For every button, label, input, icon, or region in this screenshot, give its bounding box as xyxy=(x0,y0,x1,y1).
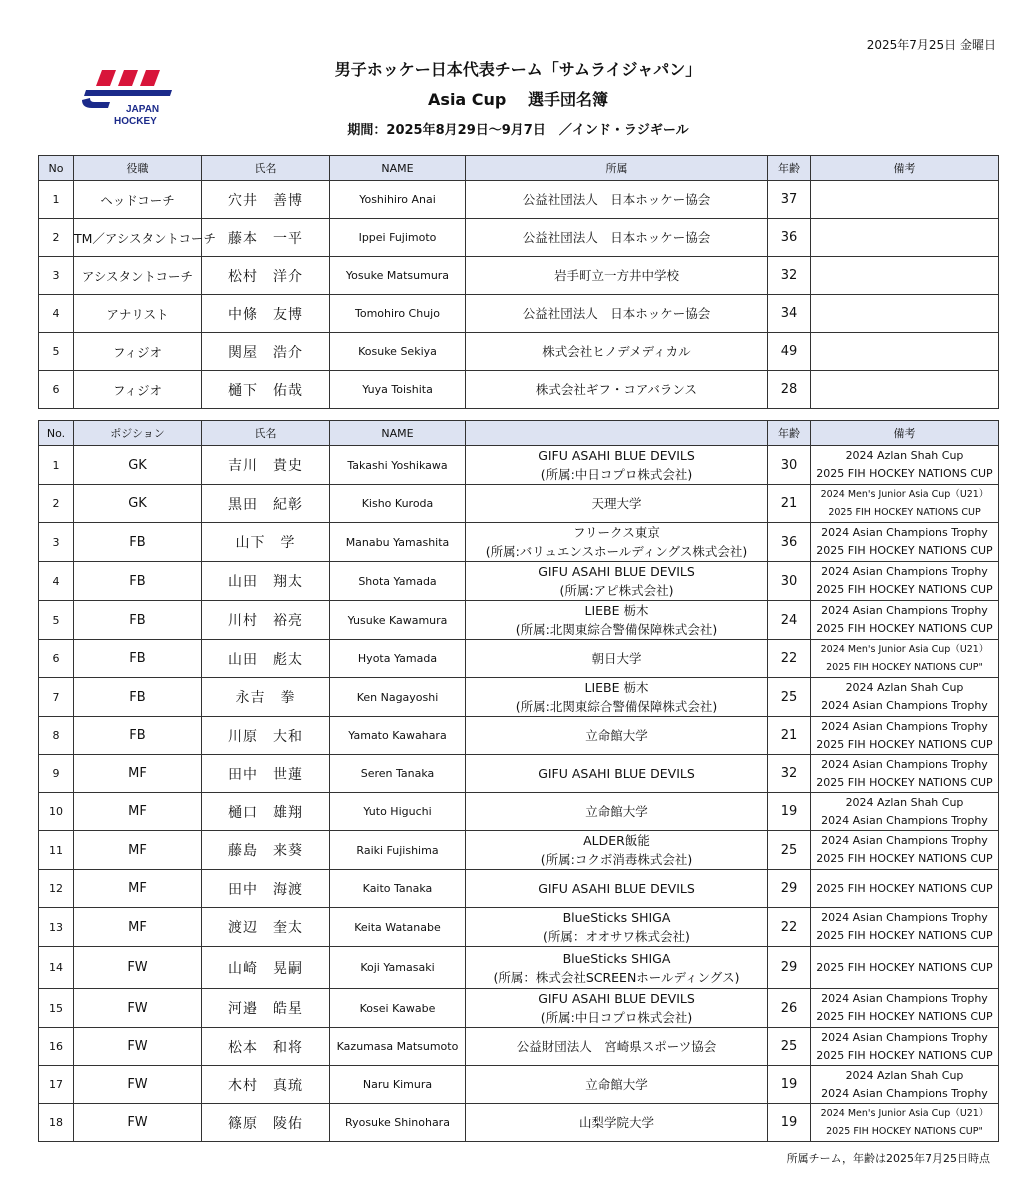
cell-line: 2025 FIH HOCKEY NATIONS CUP xyxy=(816,544,993,557)
english-name-cell: Shota Yamada xyxy=(330,562,466,601)
position-cell: FB xyxy=(74,678,202,717)
english-name-cell: Yuto Higuchi xyxy=(330,793,466,831)
row-number: 8 xyxy=(39,717,74,755)
cell-line: 2024 Azlan Shah Cup xyxy=(845,1068,964,1082)
remarks-cell xyxy=(811,181,999,219)
age-cell: 30 xyxy=(768,446,811,485)
page-subtitle: Asia Cup 選手団名簿 xyxy=(428,90,608,109)
cell-line: 2025 FIH HOCKEY NATIONS CUP xyxy=(816,1010,993,1023)
remarks-cell xyxy=(811,640,999,678)
position-cell: FW xyxy=(74,989,202,1028)
table-row xyxy=(39,446,999,485)
english-name-cell: Manabu Yamashita xyxy=(330,523,466,562)
remarks-cell xyxy=(811,446,999,485)
name-cell: 中條 友博 xyxy=(202,295,330,333)
cell-line: 立命館大学 xyxy=(585,1077,648,1092)
row-number: 11 xyxy=(39,831,74,870)
name-cell: 樋口 雄翔 xyxy=(202,793,330,831)
cell-line: 2025 FIH HOCKEY NATIONS CUP xyxy=(816,737,993,751)
row-number: 10 xyxy=(39,793,74,831)
remarks-cell xyxy=(811,793,999,831)
english-name-cell: Yamato Kawahara xyxy=(330,717,466,755)
column-header: NAME xyxy=(330,421,466,446)
remarks-cell xyxy=(811,257,999,295)
cell-line: 2024 Asian Champions Trophy xyxy=(821,757,988,771)
affiliation-cell xyxy=(466,1104,768,1142)
english-name-cell: Yoshihiro Anai xyxy=(330,181,466,219)
affiliation-cell: 株式会社ヒノデメディカル xyxy=(466,333,768,371)
table-row xyxy=(39,755,999,793)
affiliation-cell xyxy=(466,1066,768,1104)
row-number: 1 xyxy=(39,446,74,485)
cell-line: 立命館大学 xyxy=(585,804,648,819)
row-number: 7 xyxy=(39,678,74,717)
cell-line: (所属:バリュエンスホールディングス株式会社) xyxy=(485,544,748,559)
column-header xyxy=(466,421,768,446)
english-name-cell: Keita Watanabe xyxy=(330,908,466,947)
name-cell: 吉川 貴史 xyxy=(202,446,330,485)
age-cell: 21 xyxy=(768,717,811,755)
row-number: 6 xyxy=(39,371,74,409)
row-number: 5 xyxy=(39,601,74,640)
cell-line: BlueSticks SHIGA xyxy=(562,950,671,966)
cell-line: 2025 FIH HOCKEY NATIONS CUP xyxy=(816,852,993,865)
cell-line: 2024 Men's Junior Asia Cup（U21） xyxy=(820,1107,989,1119)
table-row xyxy=(39,947,999,989)
affiliation-cell xyxy=(466,870,768,908)
age-cell: 32 xyxy=(768,257,811,295)
row-number: 5 xyxy=(39,333,74,371)
age-cell: 36 xyxy=(768,219,811,257)
cell-line: 2025 FIH HOCKEY NATIONS CUP xyxy=(816,622,993,635)
english-name-cell: Yosuke Matsumura xyxy=(330,257,466,295)
remarks-cell xyxy=(811,295,999,333)
name-cell: 山崎 晃嗣 xyxy=(202,947,330,989)
age-cell: 22 xyxy=(768,908,811,947)
affiliation-cell xyxy=(466,717,768,755)
remarks-cell xyxy=(811,831,999,870)
english-name-cell: Ryosuke Shinohara xyxy=(330,1104,466,1142)
name-cell: 山田 彪太 xyxy=(202,640,330,678)
row-number: 13 xyxy=(39,908,74,947)
remarks-cell xyxy=(811,562,999,601)
table-row xyxy=(39,793,999,831)
cell-line: (所属:コクボ消毒株式会社) xyxy=(540,852,693,867)
cell-line: 2025 FIH HOCKEY NATIONS CUP xyxy=(816,929,993,942)
role-cell: フィジオ xyxy=(74,333,202,371)
remarks-cell xyxy=(811,485,999,523)
remarks-cell xyxy=(811,219,999,257)
cell-line: フリークス東京 xyxy=(573,525,660,540)
row-number: 16 xyxy=(39,1028,74,1066)
affiliation-cell: 岩手町立一方井中学校 xyxy=(466,257,768,295)
column-header: No xyxy=(39,156,74,181)
table-row xyxy=(39,562,999,601)
age-cell: 21 xyxy=(768,485,811,523)
remarks-cell xyxy=(811,333,999,371)
name-cell: 関屋 浩介 xyxy=(202,333,330,371)
cell-line: (所属:北関東綜合警備保障株式会社) xyxy=(515,699,718,714)
position-cell: FB xyxy=(74,601,202,640)
affiliation-cell xyxy=(466,446,768,485)
table-row xyxy=(39,601,999,640)
english-name-cell: Kosei Kawabe xyxy=(330,989,466,1028)
column-header: ポジション xyxy=(74,421,202,446)
column-header: No. xyxy=(39,421,74,446)
cell-line: 朝日大学 xyxy=(591,651,642,666)
affiliation-cell: 公益社団法人 日本ホッケー協会 xyxy=(466,181,768,219)
cell-line: 公益財団法人 宮崎県スポーツ協会 xyxy=(516,1039,717,1054)
affiliation-cell xyxy=(466,678,768,717)
remarks-cell xyxy=(811,1066,999,1104)
name-cell: 黒田 紀彰 xyxy=(202,485,330,523)
cell-line: (所属：株式会社SCREENホールディングス) xyxy=(493,969,740,985)
position-cell: FB xyxy=(74,562,202,601)
age-cell: 25 xyxy=(768,831,811,870)
remarks-cell xyxy=(811,755,999,793)
english-name-cell: Seren Tanaka xyxy=(330,755,466,793)
remarks-cell xyxy=(811,947,999,989)
cell-line: 2024 Asian Champions Trophy xyxy=(821,565,988,578)
name-cell: 川原 大和 xyxy=(202,717,330,755)
age-cell: 29 xyxy=(768,870,811,908)
remarks-cell xyxy=(811,1028,999,1066)
affiliation-cell: 公益社団法人 日本ホッケー協会 xyxy=(466,295,768,333)
table-row xyxy=(39,219,999,257)
name-cell: 永吉 拳 xyxy=(202,678,330,717)
english-name-cell: Kosuke Sekiya xyxy=(330,333,466,371)
english-name-cell: Yuya Toishita xyxy=(330,371,466,409)
table-row xyxy=(39,640,999,678)
table-row xyxy=(39,831,999,870)
cell-line: 2024 Asian Champions Trophy xyxy=(821,719,988,733)
cell-line: 2024 Azlan Shah Cup xyxy=(845,795,964,809)
remarks-cell xyxy=(811,870,999,908)
cell-line: 2024 Asian Champions Trophy xyxy=(821,911,988,924)
name-cell: 川村 裕亮 xyxy=(202,601,330,640)
cell-line: 2024 Asian Champions Trophy xyxy=(821,1086,988,1100)
page-title: 男子ホッケー日本代表チーム「サムライジャパン」 xyxy=(334,60,702,79)
affiliation-cell xyxy=(466,831,768,870)
row-number: 18 xyxy=(39,1104,74,1142)
affiliation-cell xyxy=(466,523,768,562)
table-row xyxy=(39,1066,999,1104)
english-name-cell: Kisho Kuroda xyxy=(330,485,466,523)
cell-line: GIFU ASAHI BLUE DEVILS xyxy=(538,881,695,896)
cell-line: 2024 Azlan Shah Cup xyxy=(845,449,964,462)
table-row xyxy=(39,1028,999,1066)
table-row xyxy=(39,257,999,295)
affiliation-cell xyxy=(466,989,768,1028)
cell-line: 2025 FIH HOCKEY NATIONS CUP xyxy=(816,775,993,789)
cell-line: 山梨学院大学 xyxy=(578,1115,654,1130)
column-header: 役職 xyxy=(74,156,202,181)
table-row xyxy=(39,371,999,409)
row-number: 4 xyxy=(39,562,74,601)
english-name-cell: Tomohiro Chujo xyxy=(330,295,466,333)
table-row xyxy=(39,989,999,1028)
table-row xyxy=(39,523,999,562)
affiliation-cell xyxy=(466,640,768,678)
cell-line: 2024 Men's Junior Asia Cup（U21） xyxy=(820,643,989,655)
cell-line: 2025 FIH HOCKEY NATIONS CUP" xyxy=(826,1125,983,1137)
remarks-cell xyxy=(811,717,999,755)
name-cell: 山下 学 xyxy=(202,523,330,562)
cell-line: 2025 FIH HOCKEY NATIONS CUP xyxy=(816,960,993,974)
affiliation-cell xyxy=(466,755,768,793)
position-cell: FB xyxy=(74,640,202,678)
affiliation-cell: 株式会社ギフ・コアバランス xyxy=(466,371,768,409)
position-cell: GK xyxy=(74,485,202,523)
cell-line: (所属:中日コプロ株式会社) xyxy=(540,1010,693,1025)
event-period: 期間：2025年8月29日～9月7日 ／インド・ラジギール xyxy=(347,123,689,138)
age-cell: 49 xyxy=(768,333,811,371)
cell-line: 2024 Men's Junior Asia Cup（U21） xyxy=(820,488,989,500)
cell-line: LIEBE 栃木 xyxy=(584,680,649,695)
cell-line: (所属:アピ株式会社) xyxy=(559,583,674,598)
cell-line: 2025 FIH HOCKEY NATIONS CUP xyxy=(816,881,993,895)
row-number: 3 xyxy=(39,523,74,562)
cell-line: (所属:中日コプロ株式会社) xyxy=(540,467,693,482)
row-number: 12 xyxy=(39,870,74,908)
column-header: 所属 xyxy=(466,156,768,181)
age-cell: 30 xyxy=(768,562,811,601)
column-header: 氏名 xyxy=(202,156,330,181)
column-header: 氏名 xyxy=(202,421,330,446)
remarks-cell xyxy=(811,908,999,947)
age-cell: 36 xyxy=(768,523,811,562)
position-cell: FB xyxy=(74,523,202,562)
name-cell: 松村 洋介 xyxy=(202,257,330,295)
row-number: 14 xyxy=(39,947,74,989)
players-header-row xyxy=(39,421,999,446)
table-row xyxy=(39,485,999,523)
cell-line: 2025 FIH HOCKEY NATIONS CUP" xyxy=(826,661,983,673)
row-number: 1 xyxy=(39,181,74,219)
affiliation-cell: 公益社団法人 日本ホッケー協会 xyxy=(466,219,768,257)
table-row xyxy=(39,678,999,717)
remarks-cell xyxy=(811,1104,999,1142)
column-header: 備考 xyxy=(811,156,999,181)
position-cell: MF xyxy=(74,793,202,831)
cell-line: 2024 Asian Champions Trophy xyxy=(821,526,988,539)
affiliation-cell xyxy=(466,485,768,523)
role-cell: アシスタントコーチ xyxy=(74,257,202,295)
footnote: 所属チーム，年齢は2025年7月25日時点 xyxy=(786,1152,990,1165)
remarks-cell xyxy=(811,371,999,409)
column-header: 年齢 xyxy=(768,156,811,181)
remarks-cell xyxy=(811,601,999,640)
name-cell: 田中 世蓮 xyxy=(202,755,330,793)
table-row xyxy=(39,870,999,908)
age-cell: 26 xyxy=(768,989,811,1028)
name-cell: 山田 翔太 xyxy=(202,562,330,601)
english-name-cell: Ippei Fujimoto xyxy=(330,219,466,257)
age-cell: 25 xyxy=(768,1028,811,1066)
staff-table xyxy=(38,155,999,409)
position-cell: FW xyxy=(74,1028,202,1066)
affiliation-cell xyxy=(466,601,768,640)
english-name-cell: Hyota Yamada xyxy=(330,640,466,678)
row-number: 9 xyxy=(39,755,74,793)
name-cell: 穴井 善博 xyxy=(202,181,330,219)
age-cell: 22 xyxy=(768,640,811,678)
cell-line: 立命館大学 xyxy=(585,728,648,743)
cell-line: 2024 Asian Champions Trophy xyxy=(821,834,988,847)
position-cell: FW xyxy=(74,1066,202,1104)
table-row xyxy=(39,717,999,755)
affiliation-cell xyxy=(466,562,768,601)
table-row xyxy=(39,1104,999,1142)
english-name-cell: Takashi Yoshikawa xyxy=(330,446,466,485)
cell-line: 2024 Asian Champions Trophy xyxy=(821,604,988,617)
position-cell: MF xyxy=(74,870,202,908)
english-name-cell: Kaito Tanaka xyxy=(330,870,466,908)
column-header: 年齢 xyxy=(768,421,811,446)
cell-line: 2024 Azlan Shah Cup xyxy=(845,681,964,694)
cell-line: 2025 FIH HOCKEY NATIONS CUP xyxy=(828,506,981,518)
title-block xyxy=(0,60,1036,140)
cell-line: 2024 Asian Champions Trophy xyxy=(821,1030,988,1044)
affiliation-cell xyxy=(466,908,768,947)
table-row xyxy=(39,295,999,333)
position-cell: MF xyxy=(74,831,202,870)
cell-line: ALDER飯能 xyxy=(583,833,650,848)
name-cell: 渡辺 奎太 xyxy=(202,908,330,947)
position-cell: FW xyxy=(74,1104,202,1142)
cell-line: BlueSticks SHIGA xyxy=(562,910,671,925)
english-name-cell: Ken Nagayoshi xyxy=(330,678,466,717)
cell-line: (所属:北関東綜合警備保障株式会社) xyxy=(515,622,718,637)
remarks-cell xyxy=(811,678,999,717)
cell-line: 2024 Asian Champions Trophy xyxy=(821,813,988,827)
cell-line: 2024 Asian Champions Trophy xyxy=(821,699,988,712)
cell-line: GIFU ASAHI BLUE DEVILS xyxy=(538,448,695,463)
cell-line: 2025 FIH HOCKEY NATIONS CUP xyxy=(816,583,993,596)
cell-line: (所属：オオサワ株式会社) xyxy=(543,929,690,944)
position-cell: MF xyxy=(74,908,202,947)
cell-line: 2024 Asian Champions Trophy xyxy=(821,992,988,1005)
age-cell: 32 xyxy=(768,755,811,793)
cell-line: 2025 FIH HOCKEY NATIONS CUP xyxy=(816,1048,993,1062)
logo-text-hockey: HOCKEY xyxy=(114,116,157,127)
row-number: 15 xyxy=(39,989,74,1028)
name-cell: 河邉 皓星 xyxy=(202,989,330,1028)
row-number: 4 xyxy=(39,295,74,333)
cell-line: 2025 FIH HOCKEY NATIONS CUP xyxy=(816,467,993,480)
players-table xyxy=(38,420,999,1142)
age-cell: 25 xyxy=(768,678,811,717)
age-cell: 19 xyxy=(768,1104,811,1142)
name-cell: 田中 海渡 xyxy=(202,870,330,908)
staff-header-row xyxy=(39,156,999,181)
age-cell: 24 xyxy=(768,601,811,640)
name-cell: 藤島 来葵 xyxy=(202,831,330,870)
english-name-cell: Naru Kimura xyxy=(330,1066,466,1104)
remarks-cell xyxy=(811,523,999,562)
age-cell: 37 xyxy=(768,181,811,219)
position-cell: GK xyxy=(74,446,202,485)
table-row xyxy=(39,908,999,947)
cell-line: GIFU ASAHI BLUE DEVILS xyxy=(538,564,695,579)
row-number: 3 xyxy=(39,257,74,295)
affiliation-cell xyxy=(466,1028,768,1066)
position-cell: FB xyxy=(74,717,202,755)
row-number: 2 xyxy=(39,219,74,257)
row-number: 6 xyxy=(39,640,74,678)
document-date: 2025年7月25日 金曜日 xyxy=(866,38,996,52)
column-header: 備考 xyxy=(811,421,999,446)
role-cell: アナリスト xyxy=(74,295,202,333)
position-cell: MF xyxy=(74,755,202,793)
cell-line: LIEBE 栃木 xyxy=(584,603,649,618)
english-name-cell: Koji Yamasaki xyxy=(330,947,466,989)
table-row xyxy=(39,181,999,219)
role-cell: フィジオ xyxy=(74,371,202,409)
name-cell: 樋下 佑哉 xyxy=(202,371,330,409)
column-header: NAME xyxy=(330,156,466,181)
table-row xyxy=(39,333,999,371)
role-cell: TM／アシスタントコーチ xyxy=(74,219,202,257)
position-cell: FW xyxy=(74,947,202,989)
name-cell: 篠原 陵佑 xyxy=(202,1104,330,1142)
age-cell: 29 xyxy=(768,947,811,989)
affiliation-cell xyxy=(466,793,768,831)
cell-line: GIFU ASAHI BLUE DEVILS xyxy=(538,766,695,781)
row-number: 2 xyxy=(39,485,74,523)
age-cell: 34 xyxy=(768,295,811,333)
logo-text-japan: JAPAN xyxy=(126,104,160,115)
english-name-cell: Kazumasa Matsumoto xyxy=(330,1028,466,1066)
cell-line: 天理大学 xyxy=(591,496,642,511)
remarks-cell xyxy=(811,989,999,1028)
english-name-cell: Yusuke Kawamura xyxy=(330,601,466,640)
english-name-cell: Raiki Fujishima xyxy=(330,831,466,870)
age-cell: 19 xyxy=(768,793,811,831)
age-cell: 28 xyxy=(768,371,811,409)
name-cell: 藤本 一平 xyxy=(202,219,330,257)
name-cell: 木村 真琉 xyxy=(202,1066,330,1104)
name-cell: 松本 和将 xyxy=(202,1028,330,1066)
cell-line: GIFU ASAHI BLUE DEVILS xyxy=(538,991,695,1006)
row-number: 17 xyxy=(39,1066,74,1104)
age-cell: 19 xyxy=(768,1066,811,1104)
affiliation-cell xyxy=(466,947,768,989)
role-cell: ヘッドコーチ xyxy=(74,181,202,219)
